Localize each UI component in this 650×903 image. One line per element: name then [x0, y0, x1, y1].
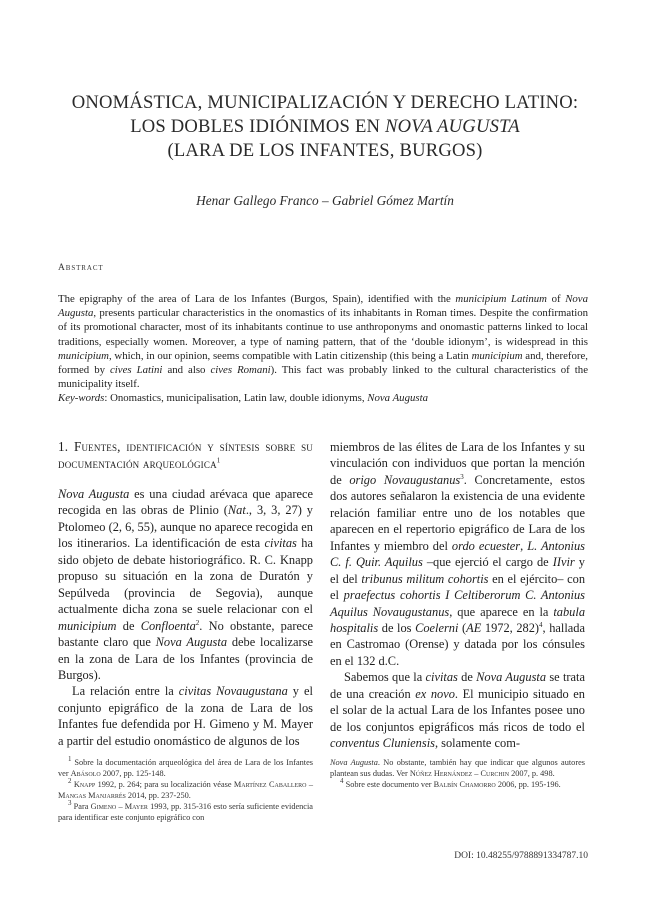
footnote-text: . No obstante, también hay que indicar que algunos autores plantean sus dudas. Ver: [330, 758, 586, 778]
section-heading: [58, 439, 313, 472]
footnote-author: Abásolo: [70, 768, 101, 778]
section-number: 1.: [58, 439, 74, 454]
article-title: [40, 91, 610, 163]
italic-text: praefectus cohortis I Celtiberorum C. Antonius Aquilus Novaugustanus: [330, 588, 585, 619]
abstract-italic: municipium: [58, 349, 109, 362]
footnote-2: [58, 777, 313, 802]
paragraph: [58, 683, 313, 749]
footnote-author: Núñez Hernández – Curchin: [409, 768, 510, 778]
footnotes-right: [330, 758, 585, 791]
keywords-text: : Onomastics, municipalisation, Latin law, double idionyms,: [104, 392, 368, 405]
italic-text: tabula hospitalis: [330, 604, 586, 635]
body-text: de: [116, 618, 141, 633]
footnotes-left: [58, 755, 313, 823]
italic-text: ordo ecuester: [451, 538, 521, 553]
abstract-italic: Nova Augusta: [58, 293, 588, 320]
italic-text: civitas: [264, 536, 297, 551]
footnote-number: 2: [68, 777, 72, 786]
body-text: 1972, 282): [481, 620, 540, 635]
footnote-3: [58, 798, 313, 824]
body-text: ,: [520, 538, 528, 553]
footnote-number: 3: [68, 798, 72, 807]
body-text: se trata de una creación: [330, 670, 585, 701]
abstract-italic: cives Romani: [210, 364, 271, 377]
footnote-number: 1: [68, 755, 72, 764]
footnote-ref[interactable]: 2: [195, 618, 200, 627]
footnote-text: 2007, pp. 125-148.: [100, 768, 166, 778]
body-text: ha sido objeto de debate historiográfico. R. C. Knapp propuso su situación en la zona de Duratón y Sepúlveda (provincia de Segovia), aunque actualmente dicha zona se suele relacionar con el: [58, 536, 313, 617]
abstract-italic: municipium: [471, 349, 523, 362]
keywords: [58, 391, 588, 405]
body-text: . Concretamente, estos dos autores señalaron la existencia de una evidente relación familiar entre uno de los notables que aparecen en el repertorio epigráfico de Lara de los Infantes y miembro del: [330, 472, 585, 553]
body-text: debe localizarse en la zona de Lara de los Infantes (provincia de Burgos).: [58, 635, 313, 682]
doi-label[interactable]: DOI: 10.48255/9788891334787.10: [454, 851, 588, 861]
footnote-author: Gimeno – Mayer: [90, 801, 148, 811]
footnote-ref[interactable]: 1: [216, 456, 221, 465]
abstract-text: , which, in our opinion, seems compatible with Latin citizenship (this being a Latin: [108, 349, 472, 362]
italic-text: Confloenta: [140, 618, 196, 633]
keywords-label: Key-words: [58, 392, 105, 405]
footnote-3-continued: [330, 758, 585, 780]
body-text: (: [458, 620, 467, 635]
body-text: , solamente com-: [434, 736, 520, 751]
italic-text: Nova Augusta: [58, 487, 130, 501]
title-line-1: ONOMÁSTICA, MUNICIPALIZACIÓN Y DERECHO LATINO:: [71, 92, 579, 113]
keywords-italic: Nova Augusta: [367, 392, 428, 405]
italic-text: Nova Augusta: [476, 670, 547, 685]
body-text: . No obstante, parece bastante claro que: [58, 618, 313, 650]
footnote-1: [58, 755, 313, 780]
italic-text: Nat: [227, 503, 246, 518]
column-right: [330, 439, 585, 752]
footnote-author: Balbín Chamorro: [433, 779, 496, 789]
body-text: Sabemos que la: [344, 670, 426, 685]
body-text: , que aparece en la: [449, 604, 554, 619]
italic-text: L. Antonius C. f. Quir. Aquilus: [330, 538, 586, 570]
body-text: es una ciudad arévaca que aparece recogida en las obras de Plinio (: [58, 487, 313, 518]
body-text: en el ejército– con el: [330, 571, 586, 603]
footnote-text: 2006, pp. 195-196.: [495, 779, 561, 789]
italic-text: tribunus militum cohortis: [361, 571, 489, 586]
body-text: –que ejerció el cargo de: [422, 555, 553, 570]
italic-text: AE: [466, 620, 482, 635]
footnote-text: Sobre este documento ver: [343, 779, 434, 789]
body-text: La relación entre la: [72, 684, 179, 699]
column-left: [58, 439, 313, 749]
footnote-text: Para: [71, 801, 91, 811]
abstract-text: and also: [162, 364, 211, 377]
abstract-text: , presents particular characteristics in the onomastics of its inhabitants in Roman times. Despite the confirmation of its promotional character, most of its inhabitants continue to use anthroponyms and onomastic patterns linked to local traditions, especially women. Moreover, a type of naming pattern, that of the ‘double idionym’, is widespread in this: [58, 307, 588, 348]
italic-text: Nova Augusta: [155, 635, 228, 650]
abstract-text: and, therefore, formed by: [58, 349, 588, 377]
footnote-number: 4: [340, 777, 344, 786]
footnote-ref[interactable]: 3: [460, 472, 464, 481]
title-line-2-text: LOS DOBLES IDIÓNIMOS EN: [130, 116, 385, 137]
body-text: , hallada en Castromao (Orense) y datada por los cónsules en el 132 d.C.: [330, 620, 585, 668]
footnote-text: Sobre la documentación arqueológica del área de Lara de los Infantes ver: [58, 758, 313, 778]
abstract-text: The epigraphy of the area of Lara de los Infantes (Burgos, Spain), identified with the: [58, 293, 456, 305]
footnote-italic: Nova Augusta: [330, 758, 378, 767]
body-text: de los: [378, 620, 416, 635]
italic-text: Coelerni: [415, 620, 459, 635]
paragraph: [330, 439, 585, 669]
abstract-text: ). This fact was probably linked to the cultural characteristics of the municipality itself.: [58, 364, 588, 391]
italic-text: ex novo: [415, 686, 455, 701]
italic-text: IIvir: [552, 555, 575, 570]
title-line-2: [40, 115, 610, 139]
title-line-3: (LARA DE LOS INFANTES, BURGOS): [167, 140, 483, 161]
abstract-text: of: [546, 293, 566, 305]
footnote-author: Martínez Caballero – Mangas Manjarrés: [58, 779, 313, 800]
body-text: miembros de las élites de Lara de los Infantes y su vinculación con individuos que portan la mención de: [330, 440, 585, 487]
authors: Henar Gallego Franco – Gabriel Gómez Martín: [196, 193, 454, 208]
italic-text: civitas: [425, 670, 458, 685]
abstract-italic: municipium Latinum: [455, 293, 547, 305]
italic-text: origo Novaugustanus: [349, 472, 461, 487]
footnote-author: Knapp: [71, 779, 96, 789]
paragraph: [58, 486, 313, 683]
body-text: y el del: [330, 555, 585, 586]
section-heading-text: Fuentes, identificación y síntesis sobre su documentación arqueológica: [58, 439, 313, 471]
italic-text: civitas Novaugustana: [178, 684, 288, 699]
abstract-heading: Abstract: [58, 263, 104, 273]
abstract-italic: cives Latini: [110, 364, 163, 377]
body-text: y el conjunto epigráfico de la zona de Lara de los Infantes fue defendida por H. Gimeno y M. Mayer a partir del estudio onomástico de algunos de los: [58, 684, 313, 748]
paragraph: [330, 669, 585, 751]
abstract-body: [58, 292, 588, 406]
footnote-text: 2014, pp. 237-250.: [125, 790, 191, 800]
footnote-ref[interactable]: 4: [539, 620, 543, 629]
body-text: de: [457, 670, 477, 685]
italic-text: conventus Cluniensis: [330, 736, 435, 751]
footnote-text: 1993, pp. 315-316 esto sería suficiente evidencia para identificar este conjunto epigráfico con: [58, 801, 313, 822]
footnote-text: 2007, p. 498.: [509, 768, 555, 778]
title-line-2-italic: NOVA AUGUSTA: [384, 116, 520, 137]
italic-text: municipium: [58, 618, 117, 633]
footnote-4: [330, 777, 585, 791]
footnote-text: 1992, p. 264; para su localización véase: [95, 779, 234, 789]
body-text: . El municipio situado en el solar de la actual Lara de los Infantes posee uno de los conjuntos epigráficos más ricos de todo el: [330, 686, 586, 734]
body-text: ., 3, 3, 27) y Ptolomeo (2, 6, 55), aunque no aparece recogida en los itinerarios. La identificación de esta: [58, 503, 314, 551]
